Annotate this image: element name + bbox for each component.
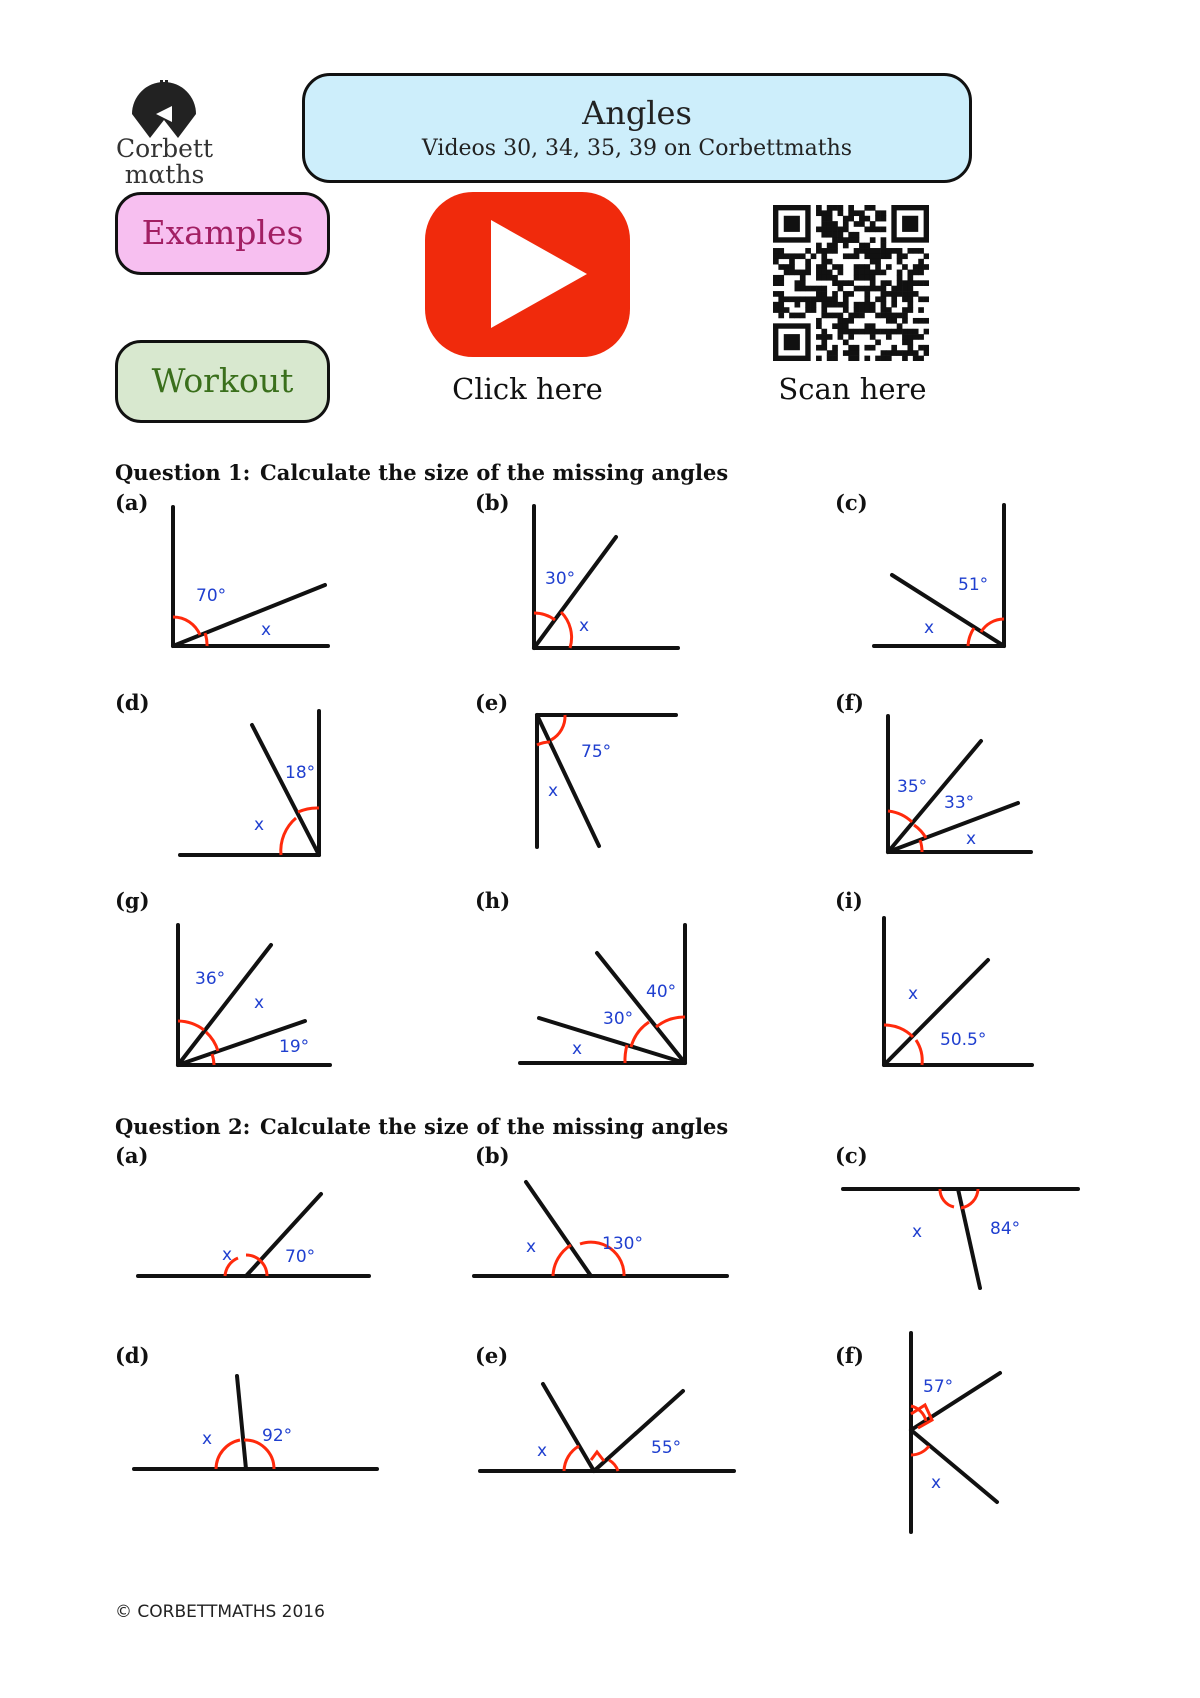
q1i-angle-2: 50.5° — [940, 1030, 987, 1050]
q1d-angle-1: 18° — [285, 763, 316, 783]
q1-label-f: (f) — [835, 690, 864, 715]
q1d-diagram — [180, 711, 319, 855]
q1e-angle-1: 75° — [581, 742, 612, 762]
q2-label-d: (d) — [115, 1343, 150, 1368]
q1b-angle-1: 30° — [545, 569, 576, 589]
q1-label-g: (g) — [115, 888, 150, 913]
q1c-diagram — [874, 505, 1004, 646]
q2-label-a: (a) — [115, 1143, 149, 1168]
q1h-angle-2: 30° — [603, 1009, 634, 1029]
question-2-instruction: Calculate the size of the missing angles — [260, 1114, 729, 1139]
q2c-angle-1: x — [912, 1222, 923, 1242]
q2e-diagram — [480, 1384, 734, 1471]
q2-label-c: (c) — [835, 1143, 868, 1168]
q1-label-i: (i) — [835, 888, 863, 913]
question-1-heading: Question 1: — [115, 460, 251, 485]
q2f-angle-1: 57° — [923, 1377, 954, 1397]
logo-line-1: Corbett — [115, 134, 214, 163]
corbettmaths-logo — [112, 80, 217, 190]
q2b-angle-1: x — [526, 1237, 537, 1257]
q1f-angle-2: 33° — [944, 793, 975, 813]
scan-here-label: Scan here — [778, 372, 927, 406]
q1-label-e: (e) — [475, 690, 509, 715]
q1g-angle-3: 19° — [279, 1037, 310, 1057]
q1f-diagram — [888, 716, 1031, 852]
qr-code-icon — [773, 205, 929, 361]
page-title: Angles — [582, 94, 692, 132]
q1g-diagram — [178, 925, 330, 1065]
q1-label-d: (d) — [115, 690, 150, 715]
q1i-angle-1: x — [908, 984, 919, 1004]
q2e-angle-1: x — [537, 1441, 548, 1461]
q1c-angle-1: 51° — [958, 575, 989, 595]
q2e-angle-2: 55° — [651, 1438, 682, 1458]
q2b-angle-2: 130° — [602, 1234, 643, 1254]
q1i-diagram — [884, 918, 1032, 1065]
q2c-diagram — [843, 1189, 1078, 1288]
q1g-angle-1: 36° — [195, 969, 226, 989]
q2f-angle-2: x — [931, 1473, 942, 1493]
q1-label-b: (b) — [475, 490, 510, 515]
q1a-angle-2: x — [261, 620, 272, 640]
q2d-diagram — [134, 1376, 377, 1469]
q1-label-a: (a) — [115, 490, 149, 515]
q2-label-f: (f) — [835, 1343, 864, 1368]
q1h-angle-3: x — [572, 1039, 583, 1059]
q2f-diagram — [911, 1333, 1000, 1532]
q1b-angle-2: x — [579, 616, 590, 636]
q1e-angle-2: x — [548, 781, 559, 801]
q2c-angle-2: 84° — [990, 1219, 1021, 1239]
workout-button[interactable]: Workout — [115, 340, 330, 423]
corbettmaths-logo-icon — [112, 80, 217, 140]
q1f-angle-1: 35° — [897, 777, 928, 797]
q1a-angle-1: 70° — [196, 586, 227, 606]
angle-arcs — [173, 612, 1004, 1471]
youtube-play-button[interactable] — [425, 192, 630, 357]
click-here-link[interactable]: Click here — [452, 372, 603, 406]
q2d-angle-2: 92° — [262, 1426, 293, 1446]
q2-label-e: (e) — [475, 1343, 509, 1368]
q1e-diagram — [537, 715, 676, 847]
q1d-angle-2: x — [254, 815, 265, 835]
q2a-angle-1: x — [222, 1245, 233, 1265]
q1b-diagram — [534, 506, 678, 648]
q1c-angle-2: x — [924, 618, 935, 638]
q2b-diagram — [474, 1182, 727, 1276]
q2a-diagram — [138, 1194, 369, 1276]
youtube-play-icon — [425, 192, 630, 357]
q1g-angle-2: x — [254, 993, 265, 1013]
q1h-diagram — [520, 925, 685, 1063]
page-subtitle: Videos 30, 34, 35, 39 on Corbettmaths — [421, 136, 853, 161]
title-box — [302, 73, 972, 183]
q2d-angle-1: x — [202, 1429, 213, 1449]
q1-label-h: (h) — [475, 888, 511, 913]
q1f-angle-3: x — [966, 829, 977, 849]
copyright-footer: © CORBETTMATHS 2016 — [115, 1602, 325, 1622]
logo-line-2: mαths — [124, 160, 205, 189]
question-2-heading: Question 2: — [115, 1114, 251, 1139]
qr-code[interactable] — [773, 205, 929, 361]
q2a-angle-2: 70° — [285, 1247, 316, 1267]
question-1-instruction: Calculate the size of the missing angles — [260, 460, 729, 485]
q1-label-c: (c) — [835, 490, 868, 515]
q1h-angle-1: 40° — [646, 982, 677, 1002]
q2-label-b: (b) — [475, 1143, 510, 1168]
q1a-diagram — [173, 507, 328, 646]
examples-button[interactable]: Examples — [115, 192, 330, 275]
